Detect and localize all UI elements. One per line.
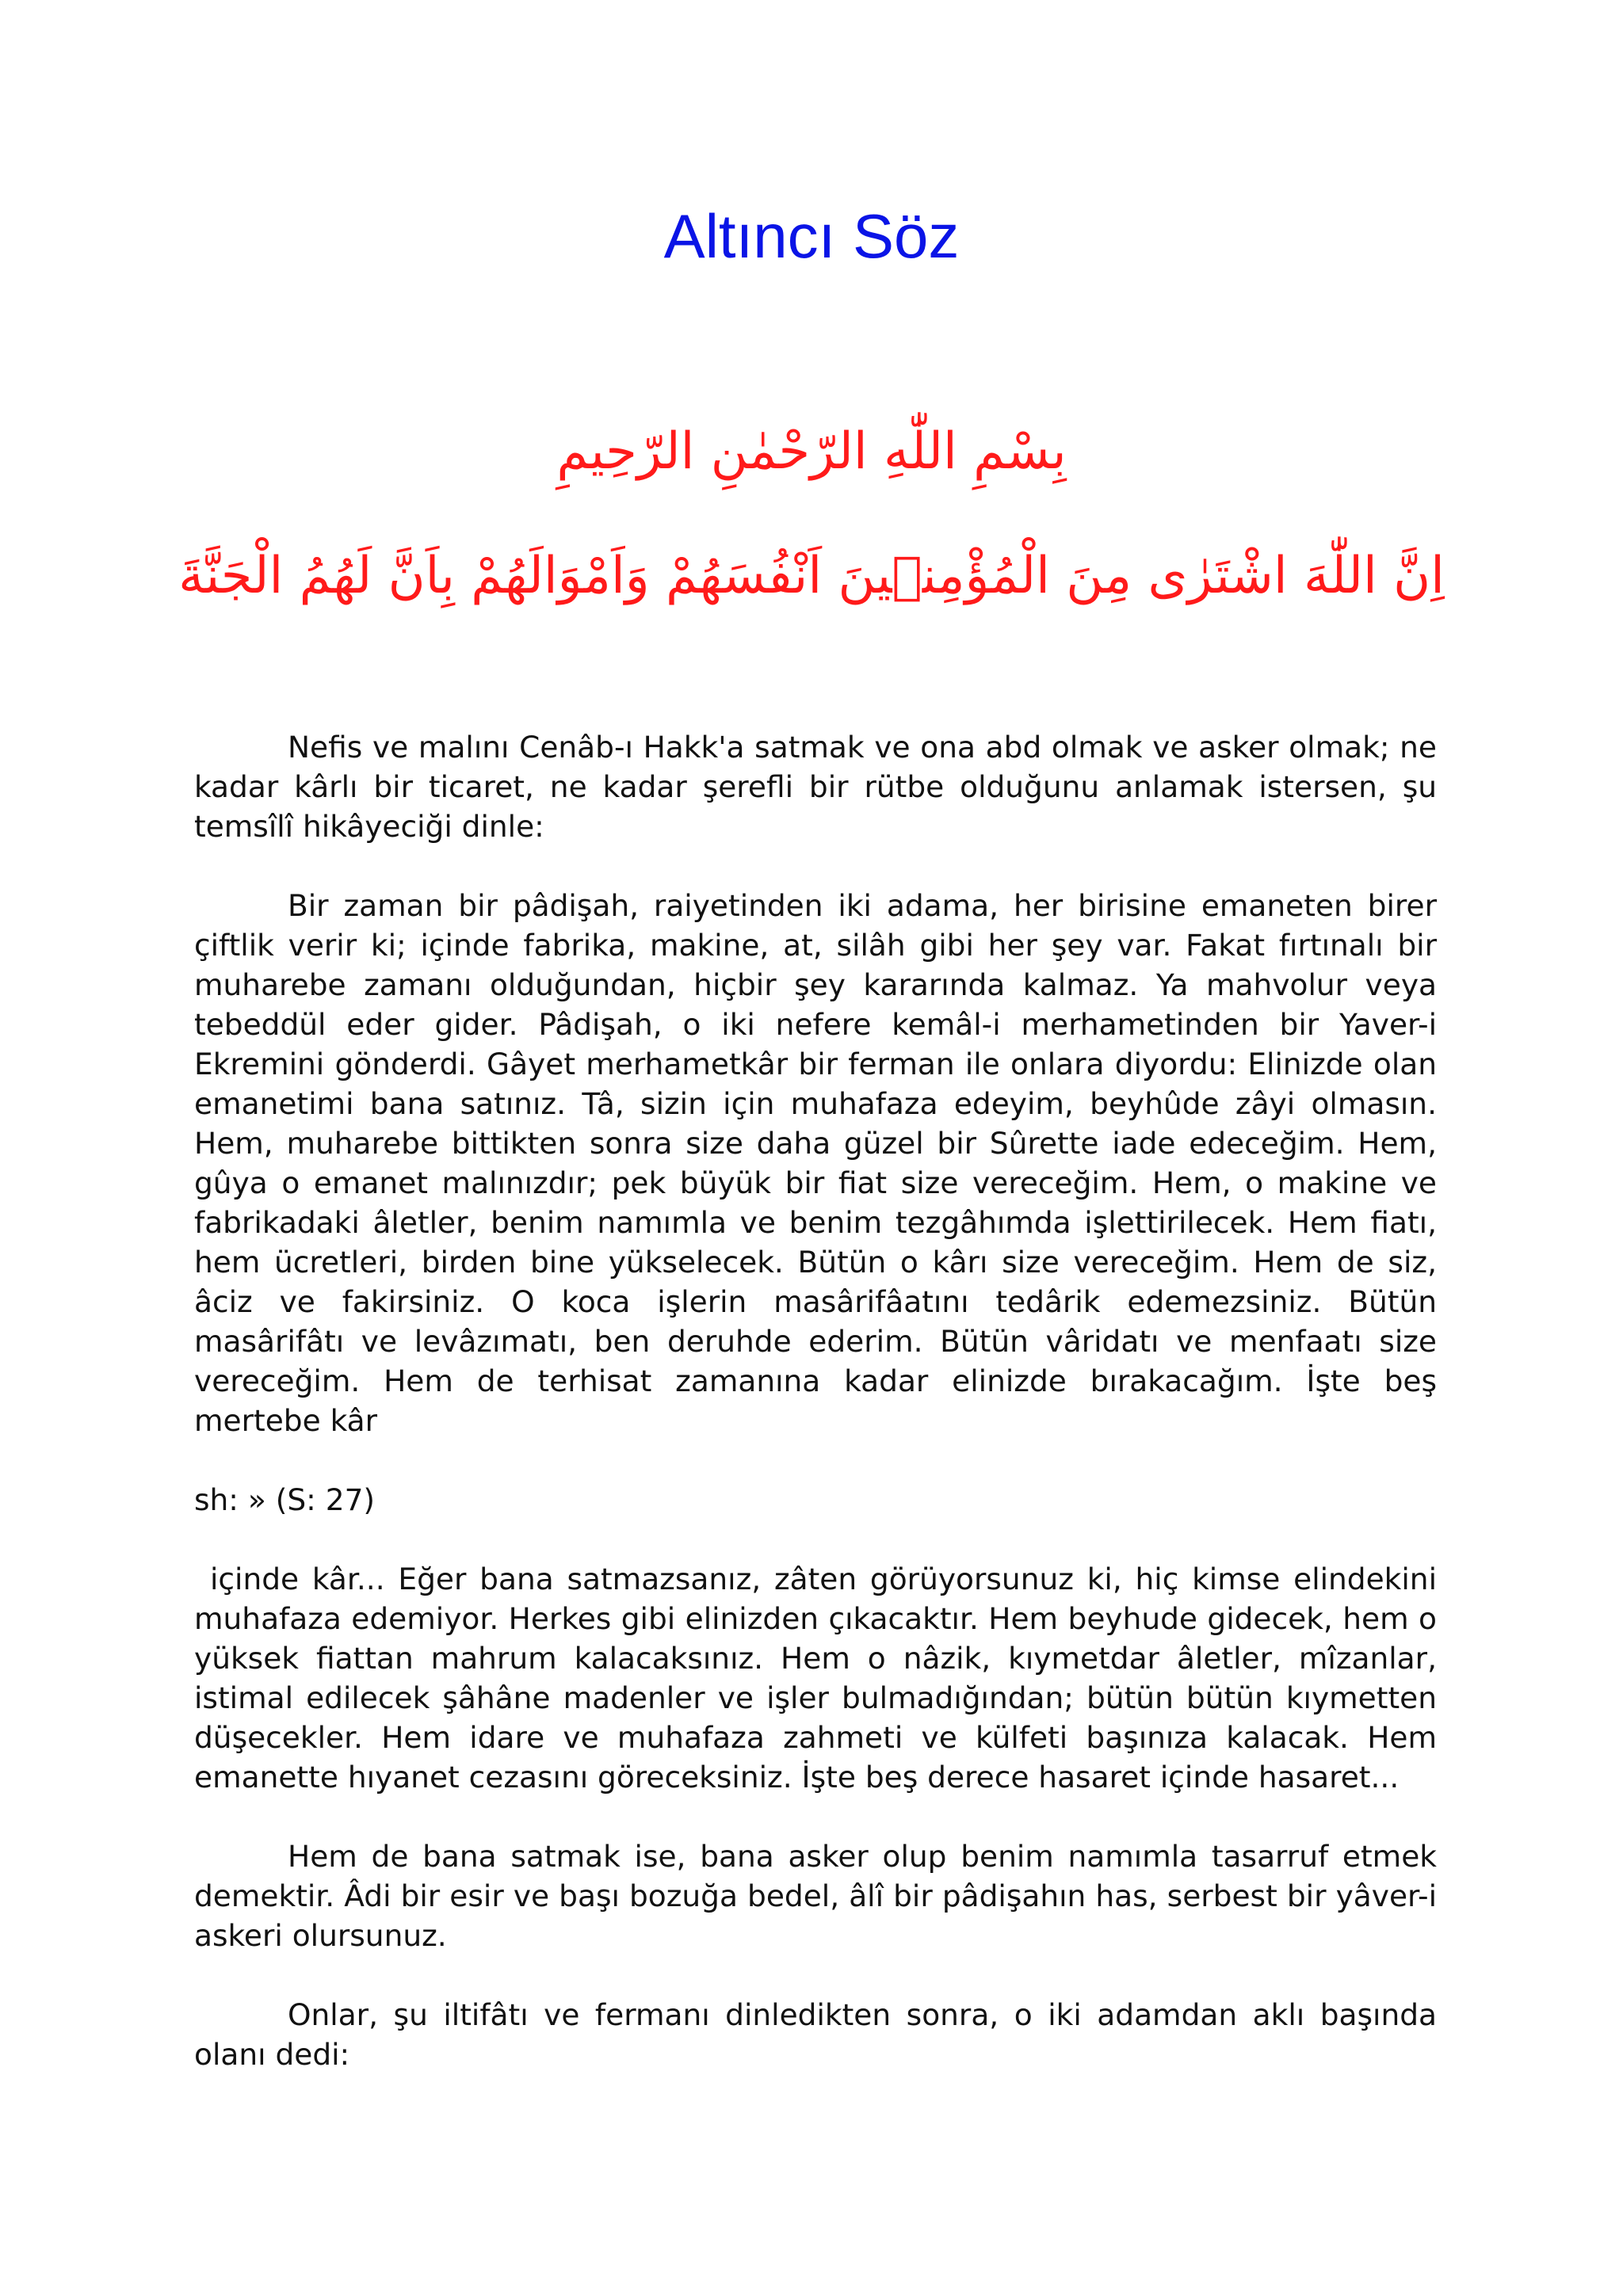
paragraph-closing: Onlar, şu iltifâtı ve fermanı dinledikten sonra, o iki adamdan aklı başında olanı dedi: [194,1997,1437,2072]
page-reference: sh: » (S: 27) [194,1482,376,1517]
paragraph-intro: Nefis ve malını Cenâb-ı Hakk'a satmak ve ona abd olmak ve asker olmak; ne kadar kârlı bir ticaret, ne kadar şerefli bir rütbe olduğunu anlamak istersen, şu temsîlî hikâyeciği dinle: [194,730,1437,844]
page-title: Altıncı Söz [663,201,960,271]
basmala-arabic: بِسْمِ اللّٰهِ الرّحْمٰنِ الرّحِيمِ [556,422,1067,481]
paragraph-story: Bir zaman bir pâdişah, raiyetinden iki adama, her birisine emaneten birer çiftlik verir ki; içinde fabrika, makine, at, silâh gibi her şey var. Fakat fırtınalı bir muharebe zamanı olduğundan, hiçbir şey kararında kalmaz. Ya mahvolur veya tebeddül eder gider. Pâdişah, o iki nefere kemâl-i merhametinden bir Yaver-i Ekremini gönderdi. Gâyet merhametkâr bir ferman ile onlara diyordu: Elinizde olan emanetimi bana satınız. Tâ, sizin için muhafaza edeyim, beyhûde zâyi olmasın. Hem, muharebe bittikten sonra size daha güzel bir Sûrette iade edeceğim. Hem, gûya o emanet malınızdır; pek büyük bir fiat size vereceğim. Hem, o makine ve fabrikadaki âletler, benim namımla ve benim tezgâhımda işlettirilecek. Hem fiatı, hem ücretleri, birden bine yükselecek. Bütün o kârı size vereceğim. Hem de siz, âciz ve fakirsiniz. O koca işlerin masârifâatını tedârik edemezsiniz. Bütün masârifâtı ve levâzımatı, ben deruhde ederim. Bütün vâridatı ve menfaatı size vereceğim. Hem de terhisat zamanına kadar elinizde bırakacağım. İşte beş mertebe kâr [194,888,1437,1438]
body-text [194,727,1437,2114]
paragraph-soldier: Hem de bana satmak ise, bana asker olup benim namımla tasarruf etmek demektir. Âdi bir esir ve başı bozuğa bedel, âlî bir pâdişahın has, serbest bir yâver-i askeri olursunuz. [194,1839,1437,1953]
paragraph-continuation: içinde kâr... Eğer bana satmazsanız, zâten görüyorsunuz ki, hiç kimse elindekini muhafaza edemiyor. Herkes gibi elinizden çıkacaktır. Hem beyhude gidecek, hem o yüksek fiattan mahrum kalacaksınız. Hem o nâzik, kıymetdar âletler, mîzanlar, istimal edilecek şâhâne madenler ve işler bulmadığından; bütün bütün kıymetten düşecekler. Hem idare ve muhafaza zahmeti ve külfeti başınıza kalacak. Hem emanette hıyanet cezasını göreceksiniz. İşte beş derece hasaret içinde hasaret... [194,1562,1437,1794]
verse-arabic: اِنَّ اللّٰهَ اشْتَرٰى مِنَ الْمُؤْمِنٖينَ اَنْفُسَهُمْ وَاَمْوَالَهُمْ بِاَنَّ لَهُمُ الْجَنَّةَ [178,547,1445,605]
